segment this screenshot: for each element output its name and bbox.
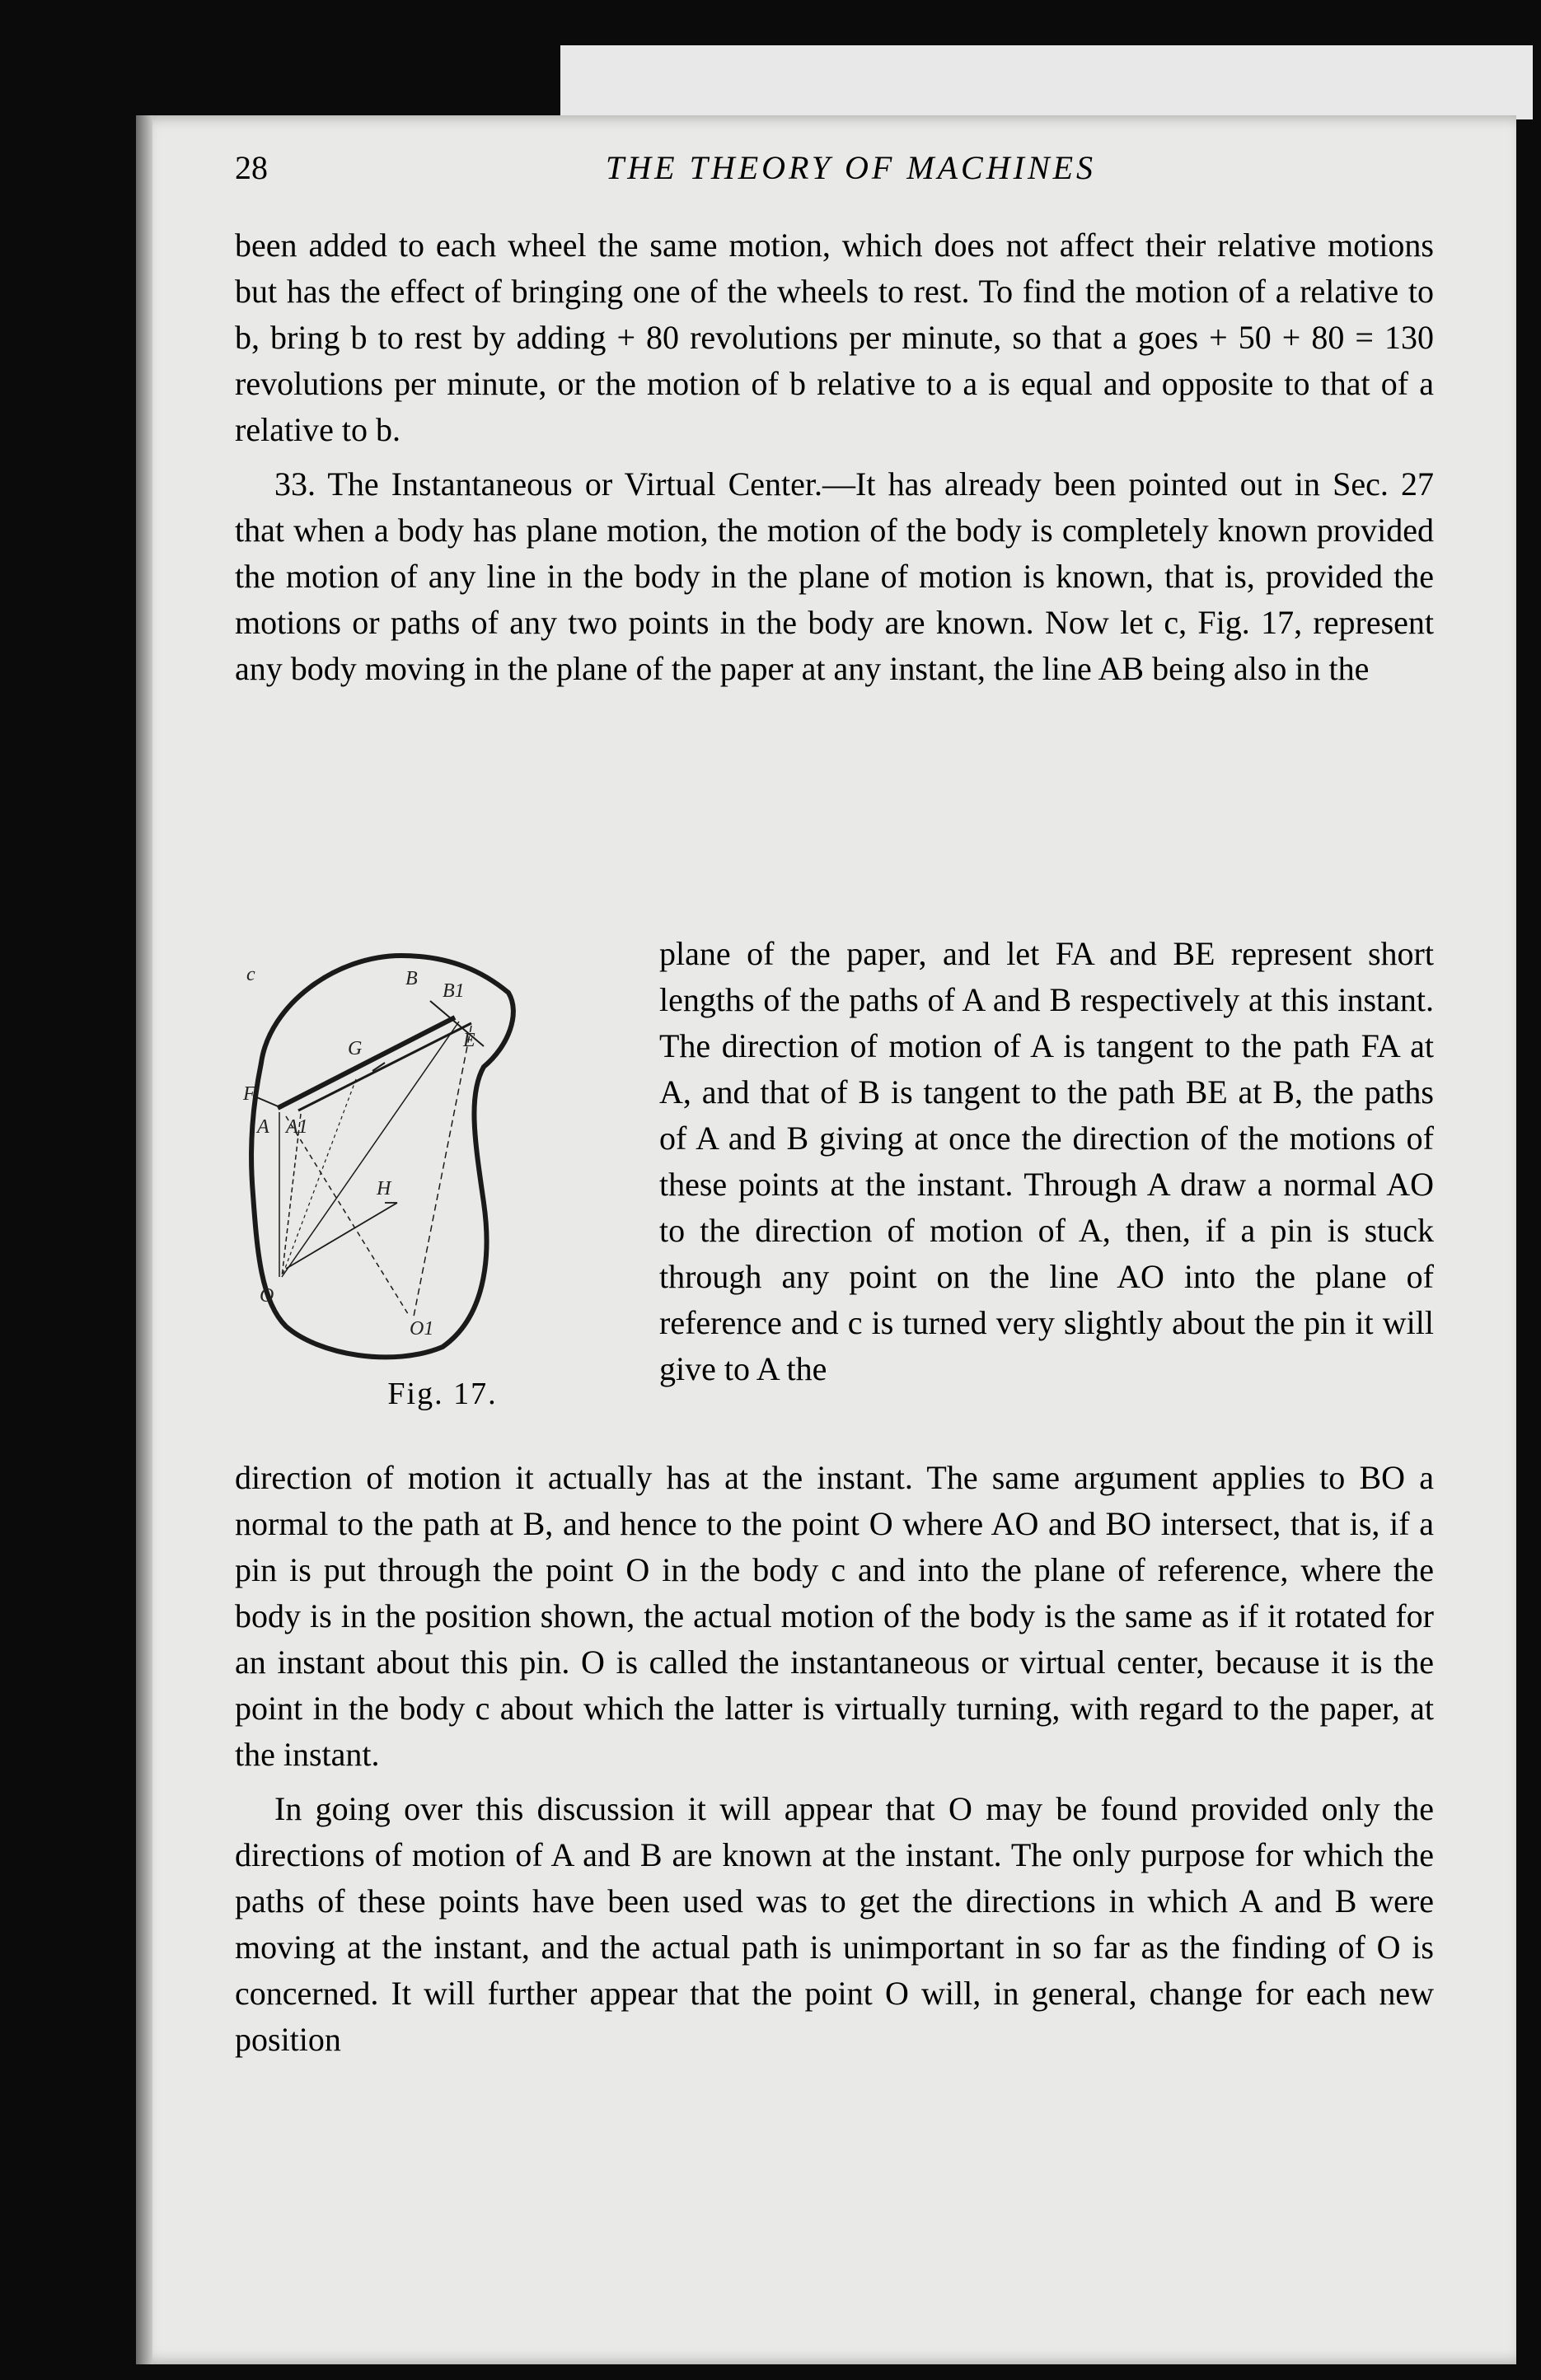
label-B: B bbox=[405, 968, 418, 989]
label-O: O bbox=[260, 1285, 274, 1307]
label-B1: B1 bbox=[443, 980, 465, 1002]
paragraph-continued: direction of motion it actually has at the instant. The same argument applies to BO a normal to the path at B, and hence to the point O where AO and BO intersect, that is, if a pin is put through the point O in the body c and into the plane of reference, where the body is in the position shown, the actual motion of the body is the same as if it rotated for an instant about this pin. O is called the instantaneous or virtual center, because it is the point in the body c about which the latter is virtually turning, with regard to the paper, at the instant. bbox=[235, 1459, 1434, 1773]
page-spine-shadow bbox=[136, 115, 152, 2364]
label-c: c bbox=[246, 964, 255, 985]
line-B1-O1 bbox=[414, 1026, 471, 1316]
paragraph-wrap: plane of the paper, and let FA and BE represent short lengths of the paths of A and B respectively at this instant. The direction of motion of A is tangent to the path FA at A, and that of B is tangent to the path BE at B, the paths of A and B giving at once the direction of the motions of these points at the instant. Through A draw a normal AO to the direction of motion of A, then, if a pin is stuck through any point on the line AO into the plane of reference and c is turned very slightly about the pin it will give to A the bbox=[659, 935, 1434, 1387]
page-header bbox=[235, 148, 1430, 198]
figure-17 bbox=[237, 931, 649, 1425]
label-G: G bbox=[348, 1038, 363, 1059]
label-A1: A1 bbox=[286, 1116, 308, 1138]
label-F: F bbox=[243, 1083, 255, 1105]
paper-slip-top bbox=[560, 45, 1533, 119]
body-text-bottom bbox=[235, 1455, 1434, 2071]
figure-caption: Fig. 17. bbox=[387, 1377, 498, 1411]
line-G-H bbox=[282, 1079, 356, 1277]
page-number: 28 bbox=[235, 149, 268, 186]
figure-17-diagram bbox=[237, 931, 649, 1376]
body-text-wrap bbox=[659, 931, 1434, 1400]
label-E: E bbox=[463, 1030, 475, 1051]
line-AB bbox=[278, 1017, 455, 1108]
line-A1B1 bbox=[298, 1023, 471, 1111]
body-outline bbox=[251, 956, 513, 1357]
paragraph-discussion: In going over this discussion it will appear that O may be found provided only the directions of motion of A and B are known at the instant. The only purpose for which the paths of these points have been used was to get the directions in which A and B were moving at the instant, and the actual path is unimportant in so far as the finding of O is concerned. It will further appear that the point O will, in general, change for each new position bbox=[235, 1790, 1434, 2058]
running-title: THE THEORY OF MACHINES bbox=[606, 149, 1097, 186]
paragraph-1: been added to each wheel the same motion, which does not affect their relative motions but has the effect of bringing one of the wheels to rest. To find the motion of a relative to b, bring b to rest by adding + 80 revolutions per minute, so that a goes + 50 + 80 = 130 revolutions per minute, or the motion of b relative to a is equal and opposite to that of a relative to b. bbox=[235, 227, 1434, 448]
label-O1: O1 bbox=[410, 1318, 434, 1340]
paragraph-section-33: 33. The Instantaneous or Virtual Center.—It has already been pointed out in Sec. 27 that when a body has plane motion, the motion of the body is completely known provided the motion of any line in the body in the plane of motion is known, that is, provided the motions or paths of any two points in the body are known. Now let c, Fig. 17, represent any body moving in the plane of the paper at any instant, the line AB being also in the bbox=[235, 465, 1434, 687]
body-text-top bbox=[235, 222, 1434, 700]
label-A: A bbox=[257, 1116, 269, 1138]
arrow-O-H bbox=[286, 1203, 397, 1269]
label-H: H bbox=[377, 1178, 391, 1199]
